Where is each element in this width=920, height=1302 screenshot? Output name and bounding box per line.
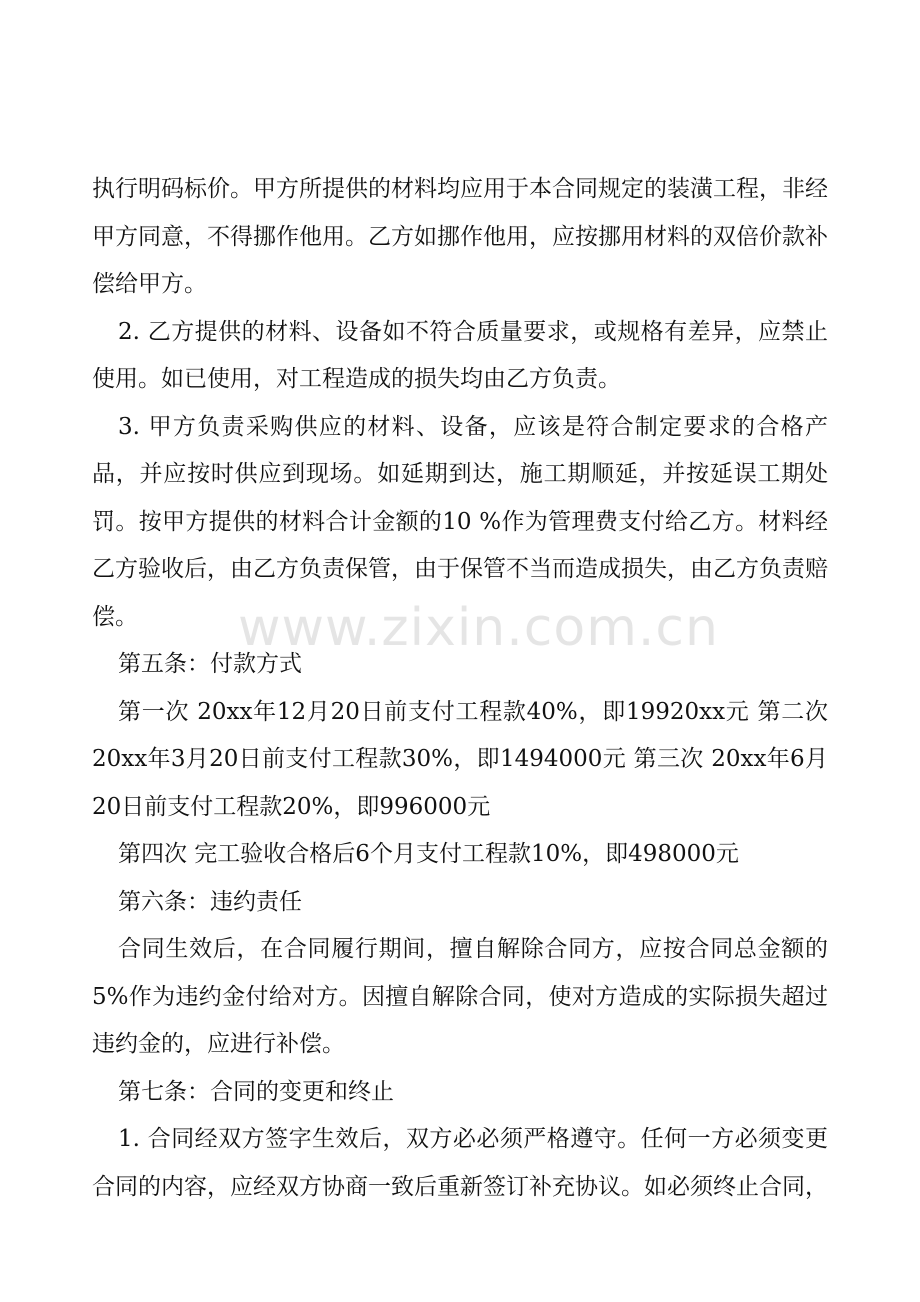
section-heading-article-7: 第七条：合同的变更和终止 [118, 1078, 394, 1105]
paragraph-payment-schedule: 第一次 20xx年12月20日前支付工程款40%，即19920xx元 第二次 20xx年3月20日前支付工程款30%，即1494000元 第三次 20xx年6月20日前支付工程款20%，即996000元 [92, 698, 828, 820]
paragraph-continuation: 执行明码标价。甲方所提供的材料均应用于本合同规定的装潢工程，非经甲方同意，不得挪作他用。乙方如挪作他用，应按挪用材料的双倍价款补偿给甲方。 [92, 176, 828, 297]
paragraph-clause-3: 3. 甲方负责采购供应的材料、设备，应该是符合制定要求的合格产品，并应按时供应到现场。如延期到达，施工期顺延，并按延误工期处罚。按甲方提供的材料合计金额的10 %作为管理费支付给乙方。材料经乙方验收后，由乙方负责保管，由于保管不当而造成损失，由乙方负责赔偿。 [92, 413, 828, 630]
section-heading-article-5: 第五条：付款方式 [118, 651, 302, 677]
paragraph-contract-change: 1. 合同经双方签字生效后，双方必必须严格遵守。任何一方必须变更合同的内容，应经双方协商一致后重新签订补充协议。如必须终止合同， [92, 1126, 828, 1200]
document-body [92, 166, 828, 1211]
paragraph-breach-liability: 合同生效后，在合同履行期间，擅自解除合同方，应按合同总金额的 5%作为违约金付给对方。因擅自解除合同，使对方造成的实际损失超过违约金的，应进行补偿。 [92, 936, 828, 1057]
watermark: www.zixin.com.cn [238, 598, 719, 658]
paragraph-payment-fourth: 第四次 完工验收合格后6个月支付工程款10%，即498000元 [118, 841, 739, 867]
paragraph-clause-2: 2. 乙方提供的材料、设备如不符合质量要求，或规格有差异，应禁止使用。如已使用，对工程造成的损失均由乙方负责。 [92, 318, 828, 392]
section-heading-article-6: 第六条：违约责任 [118, 888, 302, 915]
